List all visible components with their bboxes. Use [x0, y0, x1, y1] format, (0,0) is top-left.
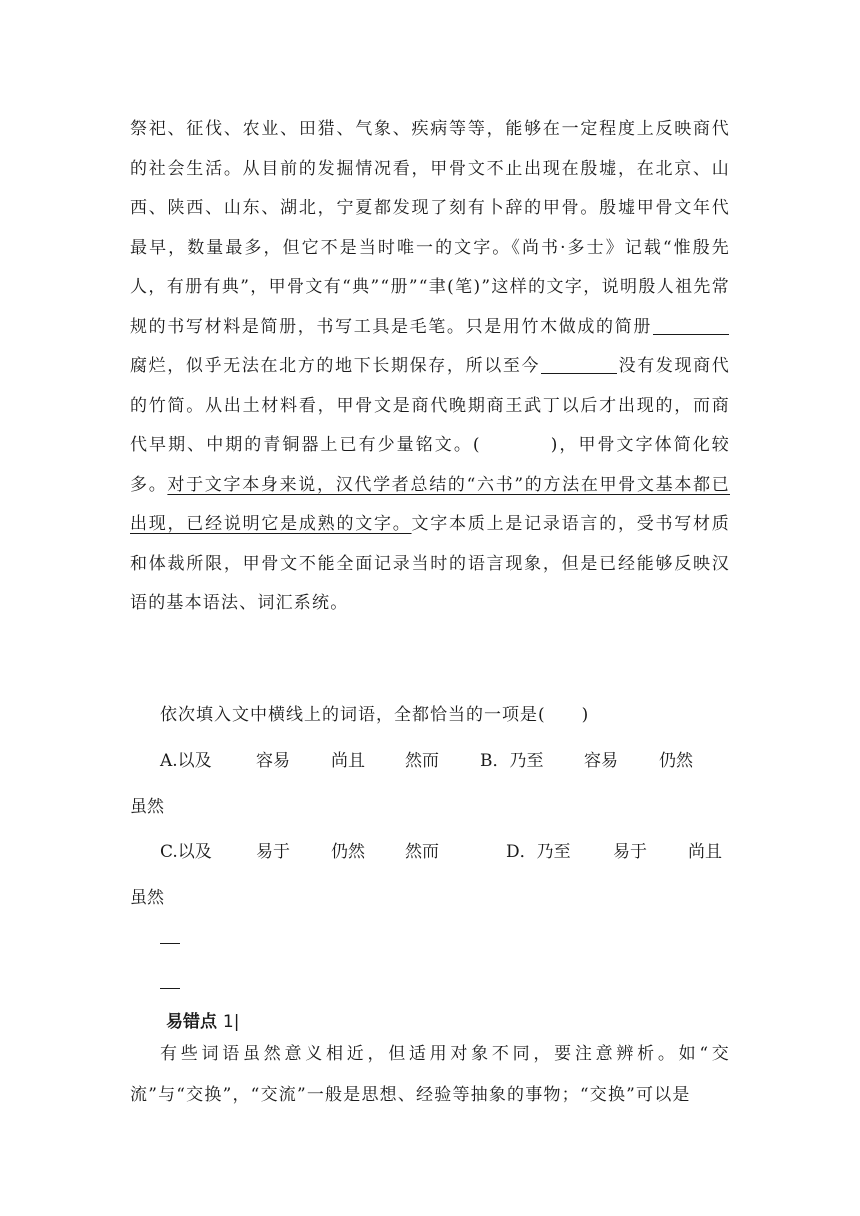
option-a-word-3: 尚且: [331, 751, 365, 771]
option-b-word-2: 容易: [584, 751, 618, 771]
option-a-label: A.以及: [160, 751, 212, 771]
passage-text-3: 没有发现商代的竹简。从出土材料看，甲骨文是商代晚期商王武丁以后才出现的，而商代早期、中期的青铜器上已有少量铭文。(: [130, 356, 730, 455]
passage-paragraph: [130, 110, 730, 624]
reading-passage: [130, 110, 730, 624]
option-c-word-3: 仍然: [331, 842, 365, 862]
option-d-label: D．乃至: [506, 842, 571, 862]
error-tip-body: 有些词语虽然意义相近，但适用对象不同，要注意辨析。如“交流”与“交换”，“交流”一般是思想、经验等抽象的事物；“交换”可以是: [130, 1044, 730, 1105]
option-a-word-2: 容易: [256, 751, 290, 771]
blank-line-1: [653, 316, 729, 335]
passage-text-1: 祭祀、征伐、农业、田猎、气象、疾病等等，能够在一定程度上反映商代的社会生活。从目前的发掘情况看，甲骨文不止出现在殷墟，在北京、山西、陕西、山东、湖北，宁夏都发现了刻有卜辞的甲骨。殷墟甲骨文年代最早，数量最多，但它不是当时唯一的文字。《尚书·多士》记载“惟殷先人，有册有典”，甲骨文有“典”“册”“聿(笔)”这样的文字，说明殷人祖先常规的书写材料是简册，书写工具是毛笔。只是用竹木做成的简册: [130, 119, 730, 337]
question-stem: 依次填入文中横线上的词语，全都恰当的一项是( ): [160, 705, 590, 725]
answer-dash-2: [160, 988, 180, 989]
option-d-word-3: 尚且: [688, 842, 722, 862]
text-cursor: |: [233, 1012, 240, 1032]
answer-dash-1: [160, 943, 180, 944]
option-c-word-2: 易于: [256, 842, 290, 862]
blank-line-2: [541, 355, 617, 374]
option-d-word-2: 易于: [613, 842, 647, 862]
error-tip-heading: [166, 1007, 239, 1032]
error-tip-number: 1: [222, 1012, 234, 1032]
option-a-word-4: 然而: [405, 751, 439, 771]
option-b-word-3: 仍然: [659, 751, 693, 771]
option-b-label: B．乃至: [480, 751, 544, 771]
option-c-label: C.以及: [160, 842, 212, 862]
passage-text-5: 文字本质上是记录语言的，受书写材质和体裁所限，甲骨文不能全面记录当时的语言现象，但是已经能够反映汉语的基本语法、词汇系统。: [130, 514, 730, 613]
error-tip-title: 易错点: [166, 1012, 217, 1032]
option-d-word-4: 虽然: [130, 888, 164, 908]
passage-text-4: )，甲骨文字体简化较多。: [130, 435, 730, 495]
option-c-word-4: 然而: [405, 842, 439, 862]
underlined-sentence: 对于文字本身来说，汉代学者总结的“六书”的方法在甲骨文基本都已出现，已经说明它是成熟的文字。: [130, 474, 730, 534]
passage-text-2: 腐烂，似乎无法在北方的地下长期保存，所以至今: [130, 356, 541, 376]
option-b-word-4: 虽然: [130, 797, 164, 817]
